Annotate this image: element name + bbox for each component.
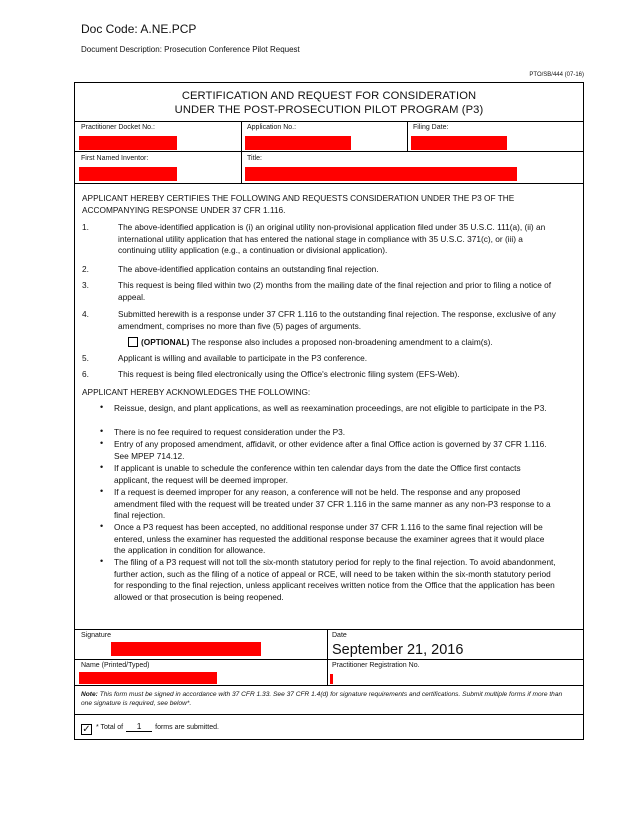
bullet-icon: • [100, 556, 104, 566]
divider [407, 121, 408, 151]
p3-request-form [74, 82, 584, 740]
divider [75, 659, 583, 660]
filing-date-field[interactable] [411, 136, 507, 150]
date-label: Date [332, 632, 347, 639]
bullet-icon: • [100, 402, 104, 412]
divider [241, 121, 242, 183]
form-title-line2: UNDER THE POST-PROSECUTION PILOT PROGRAM (P3) [174, 104, 484, 116]
item-number: 3. [82, 280, 89, 290]
total-forms-row [81, 721, 219, 735]
note-label: Note: [81, 691, 98, 698]
practitioner-docket-label: Practitioner Docket No.: [81, 124, 155, 131]
bullet-icon: • [100, 486, 104, 496]
form-number: PTO/SB/444 (07-16) [529, 72, 584, 78]
form-title-line1: CERTIFICATION AND REQUEST FOR CONSIDERATION [181, 90, 477, 102]
first-named-inventor-field[interactable] [79, 167, 177, 181]
note-text: This form must be signed in accordance with 37 CFR 1.33. See 37 CFR 1.4(d) for signature requirements and certifications. Submit multiple forms if more than one signature is required, see below*. [81, 691, 563, 707]
bullet-text: If applicant is unable to schedule the conference within ten calendar days from the date the Office first contacts applicant, the request will be deemed improper. [114, 463, 521, 485]
bullet-text: Reissue, design, and plant applications, as well as reexamination proceedings, are not eligible to participate in the P3. [114, 403, 547, 413]
bullet-icon: • [100, 426, 104, 436]
signature-label: Signature [81, 632, 111, 639]
bullet-text: Entry of any proposed amendment, affidavit, or other evidence after a final Office action is governed by 37 CFR 1.116. See MPEP 714.12. [114, 439, 547, 461]
total-suffix: forms are submitted. [155, 724, 219, 731]
item-number: 4. [82, 309, 89, 319]
certifies-heading: APPLICANT HEREBY CERTIFIES THE FOLLOWING AND REQUESTS CONSIDERATION UNDER THE P3 OF THE ACCOMPANYING RESPONSE UNDER 37 CFR 1.116. [82, 193, 515, 215]
divider [75, 183, 583, 184]
form-title [75, 89, 583, 117]
divider [327, 629, 328, 685]
acknowledges-heading: APPLICANT HEREBY ACKNOWLEDGES THE FOLLOWING: [82, 387, 311, 397]
item-number: 1. [82, 222, 89, 232]
item-number: 6. [82, 369, 89, 379]
item-text: This request is being filed electronically using the Office's electronic filing system (EFS-Web). [118, 369, 460, 379]
title-field[interactable] [245, 167, 517, 181]
bullet-text: If a request is deemed improper for any reason, a conference will not be held. The response and any proposed amendment filed with the request will be treated under 37 CFR 1.116 in the same manner as any non-P3 response to a final rejection. [114, 487, 551, 521]
practitioner-docket-field[interactable] [79, 136, 177, 150]
item-number: 2. [82, 264, 89, 274]
bullet-text: There is no fee required to request consideration under the P3. [114, 427, 346, 437]
signature-field[interactable] [111, 642, 261, 656]
printed-name-label: Name (Printed/Typed) [81, 662, 150, 669]
item-text: This request is being filed within two (2) months from the mailing date of the final rejection and prior to filing a notice of appeal. [118, 280, 552, 302]
title-label: Title: [247, 155, 262, 162]
divider [75, 151, 583, 152]
bullet-text: Once a P3 request has been accepted, no additional response under 37 CFR 1.116 to the same final rejection will be entered, unless the examiner has requested the additional response because the examiner agrees that it would place the application in condition for allowance. [114, 522, 545, 556]
optional-amendment-checkbox[interactable] [128, 337, 138, 347]
item-number: 5. [82, 353, 89, 363]
signature-note [81, 690, 571, 708]
doc-code: Doc Code: A.NE.PCP [81, 22, 197, 36]
application-no-label: Application No.: [247, 124, 297, 131]
divider [75, 685, 583, 686]
doc-description: Document Description: Prosecution Conference Pilot Request [81, 45, 300, 54]
date-value[interactable]: September 21, 2016 [332, 642, 464, 658]
optional-label: (OPTIONAL) [141, 337, 190, 347]
item-text: The above-identified application contains an outstanding final rejection. [118, 264, 379, 274]
application-no-field[interactable] [245, 136, 351, 150]
registration-no-label: Practitioner Registration No. [332, 662, 420, 669]
registration-no-field[interactable] [330, 674, 333, 684]
printed-name-field[interactable] [79, 672, 217, 684]
divider [75, 629, 583, 630]
total-forms-count[interactable]: 1 [126, 721, 152, 732]
item-text: The above-identified application is (i) an original utility non-provisional application filed under 35 U.S.C. 111(a), (ii) an international utility application that has entered the national stage in compliance with 35 U.S.C. 371(c), or (iii) a continuing utility application (e.g., a continuation or divisional application). [118, 222, 546, 256]
divider [75, 714, 583, 715]
total-forms-checkbox[interactable]: ✓ [82, 724, 91, 735]
first-named-inventor-label: First Named Inventor: [81, 155, 149, 162]
item-text: Submitted herewith is a response under 37 CFR 1.116 to the outstanding final rejection. The response, exclusive of any amendment, comprises no more than five (5) pages of arguments. [118, 309, 556, 331]
divider [75, 121, 583, 122]
item-text: Applicant is willing and available to participate in the P3 conference. [118, 353, 368, 363]
bullet-icon: • [100, 521, 104, 531]
bullet-icon: • [100, 462, 104, 472]
optional-text: The response also includes a proposed non-broadening amendment to a claim(s). [189, 337, 493, 347]
total-prefix: * Total of [96, 724, 124, 731]
bullet-icon: • [100, 438, 104, 448]
filing-date-label: Filing Date: [413, 124, 449, 131]
bullet-text: The filing of a P3 request will not toll the six-month statutory period for reply to the final rejection. To avoid abandonment, further action, such as the filing of a notice of appeal or RCE, will need to be taken within the six-month statutory period for responding to the final rejection, unless applicant receives written notice from the Office that the application has been allowed or that prosecution is being reopened. [114, 557, 556, 602]
